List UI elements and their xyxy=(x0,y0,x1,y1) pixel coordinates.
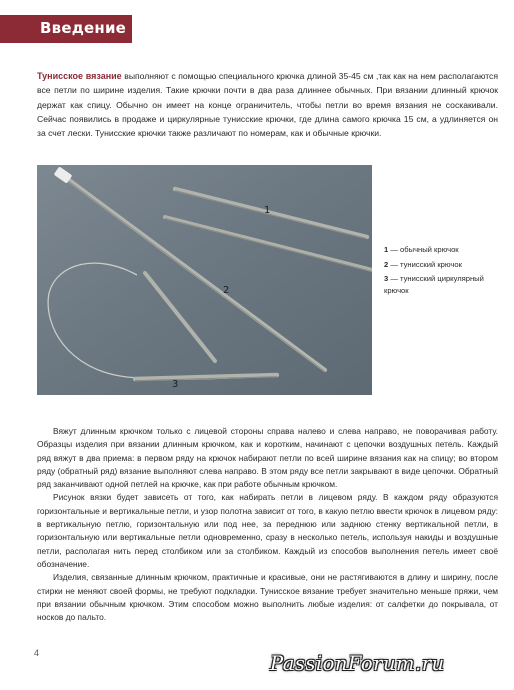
figure-label-1: 1 xyxy=(264,205,271,216)
body-text xyxy=(37,425,498,624)
body-paragraph: Рисунок вязки будет зависеть от того, как набирать петли в лицевом ряду. В каждом ряду образуются горизонтальные и вертикальные петли, и узор полотна зависит от того, в какую петлю ввести крючок в лицевом ряду: в вертикальную петлю, горизонтальную или под нее, за переднюю или заднюю стенку вертикальной петли, в горизонтальную или вертикальные петли одновременно, сразу в несколько петель, используя накиды и воздушные петли, располагая нить перед столбиком или за столбиком. Каждый из способов выполнения петель имеет своё обозначение. xyxy=(37,492,498,569)
section-title: Введение xyxy=(40,19,127,37)
body-paragraph: Изделия, связанные длинным крючком, практичные и красивые, они не растягиваются в длину и ширину, после стирки не меняют своей формы, не требуют подкладки. Тунисское вязание требует значительно меньше пряжи, чем при вязании обычным крючком. Этим способом можно выполнить любые изделия: от салфетки до покрывала, от носков до пальто. xyxy=(37,572,498,623)
watermark-logo: PassionForum.ru xyxy=(270,652,445,675)
intro-paragraph xyxy=(37,69,498,140)
legend-item: 2 — тунисский крючок xyxy=(384,259,462,269)
legend-item: 3 — тунисский циркулярный крючок xyxy=(384,274,484,295)
intro-lead-term: Тунисское вязание xyxy=(37,71,122,81)
page-number: 4 xyxy=(34,648,40,658)
legend-item: 1 — обычный крючок xyxy=(384,245,459,254)
hooks-photo xyxy=(37,165,372,395)
section-header-bar xyxy=(0,15,132,43)
body-paragraph: Вяжут длинным крючком только с лицевой стороны справа налево и слева направо, не поворачивая работу. Образцы изделия при вязании длинным крючком, как и коротким, начинают с цепочки воздушных петель. Каждый ряд вяжут в два приема: в первом ряду на крючок набирают петли по всей ширине вязания как на спицу; во втором ряду (обратный ряд) вязание выполняют слева направо. В этом ряду все петли закрывают в виде цепочки. Обратный ряд заканчивают одной петлей на крючке, как при работе обычным крючком. xyxy=(37,426,498,490)
figure-legend xyxy=(384,244,494,299)
intro-text: выполняют с помощью специального крючка длиной 35-45 см ,так как на нем располагаются все петли по ширине изделия. Такие крючки почти в два раза длиннее обычных. При вязании длинный крючок держат как спицу. Обычно он имеет на конце ограничитель, чтобы петли во время вязания не соскакивали. Сейчас появились в продаже и циркулярные тунисские крючки, где длина самого крючка 15 см, а удлиняется он за счет лески. Тунисские крючки также различают по номерам, как и обычные крючки. xyxy=(37,71,499,139)
figure-label-2: 2 xyxy=(223,285,230,296)
figure-label-3: 3 xyxy=(172,379,179,390)
